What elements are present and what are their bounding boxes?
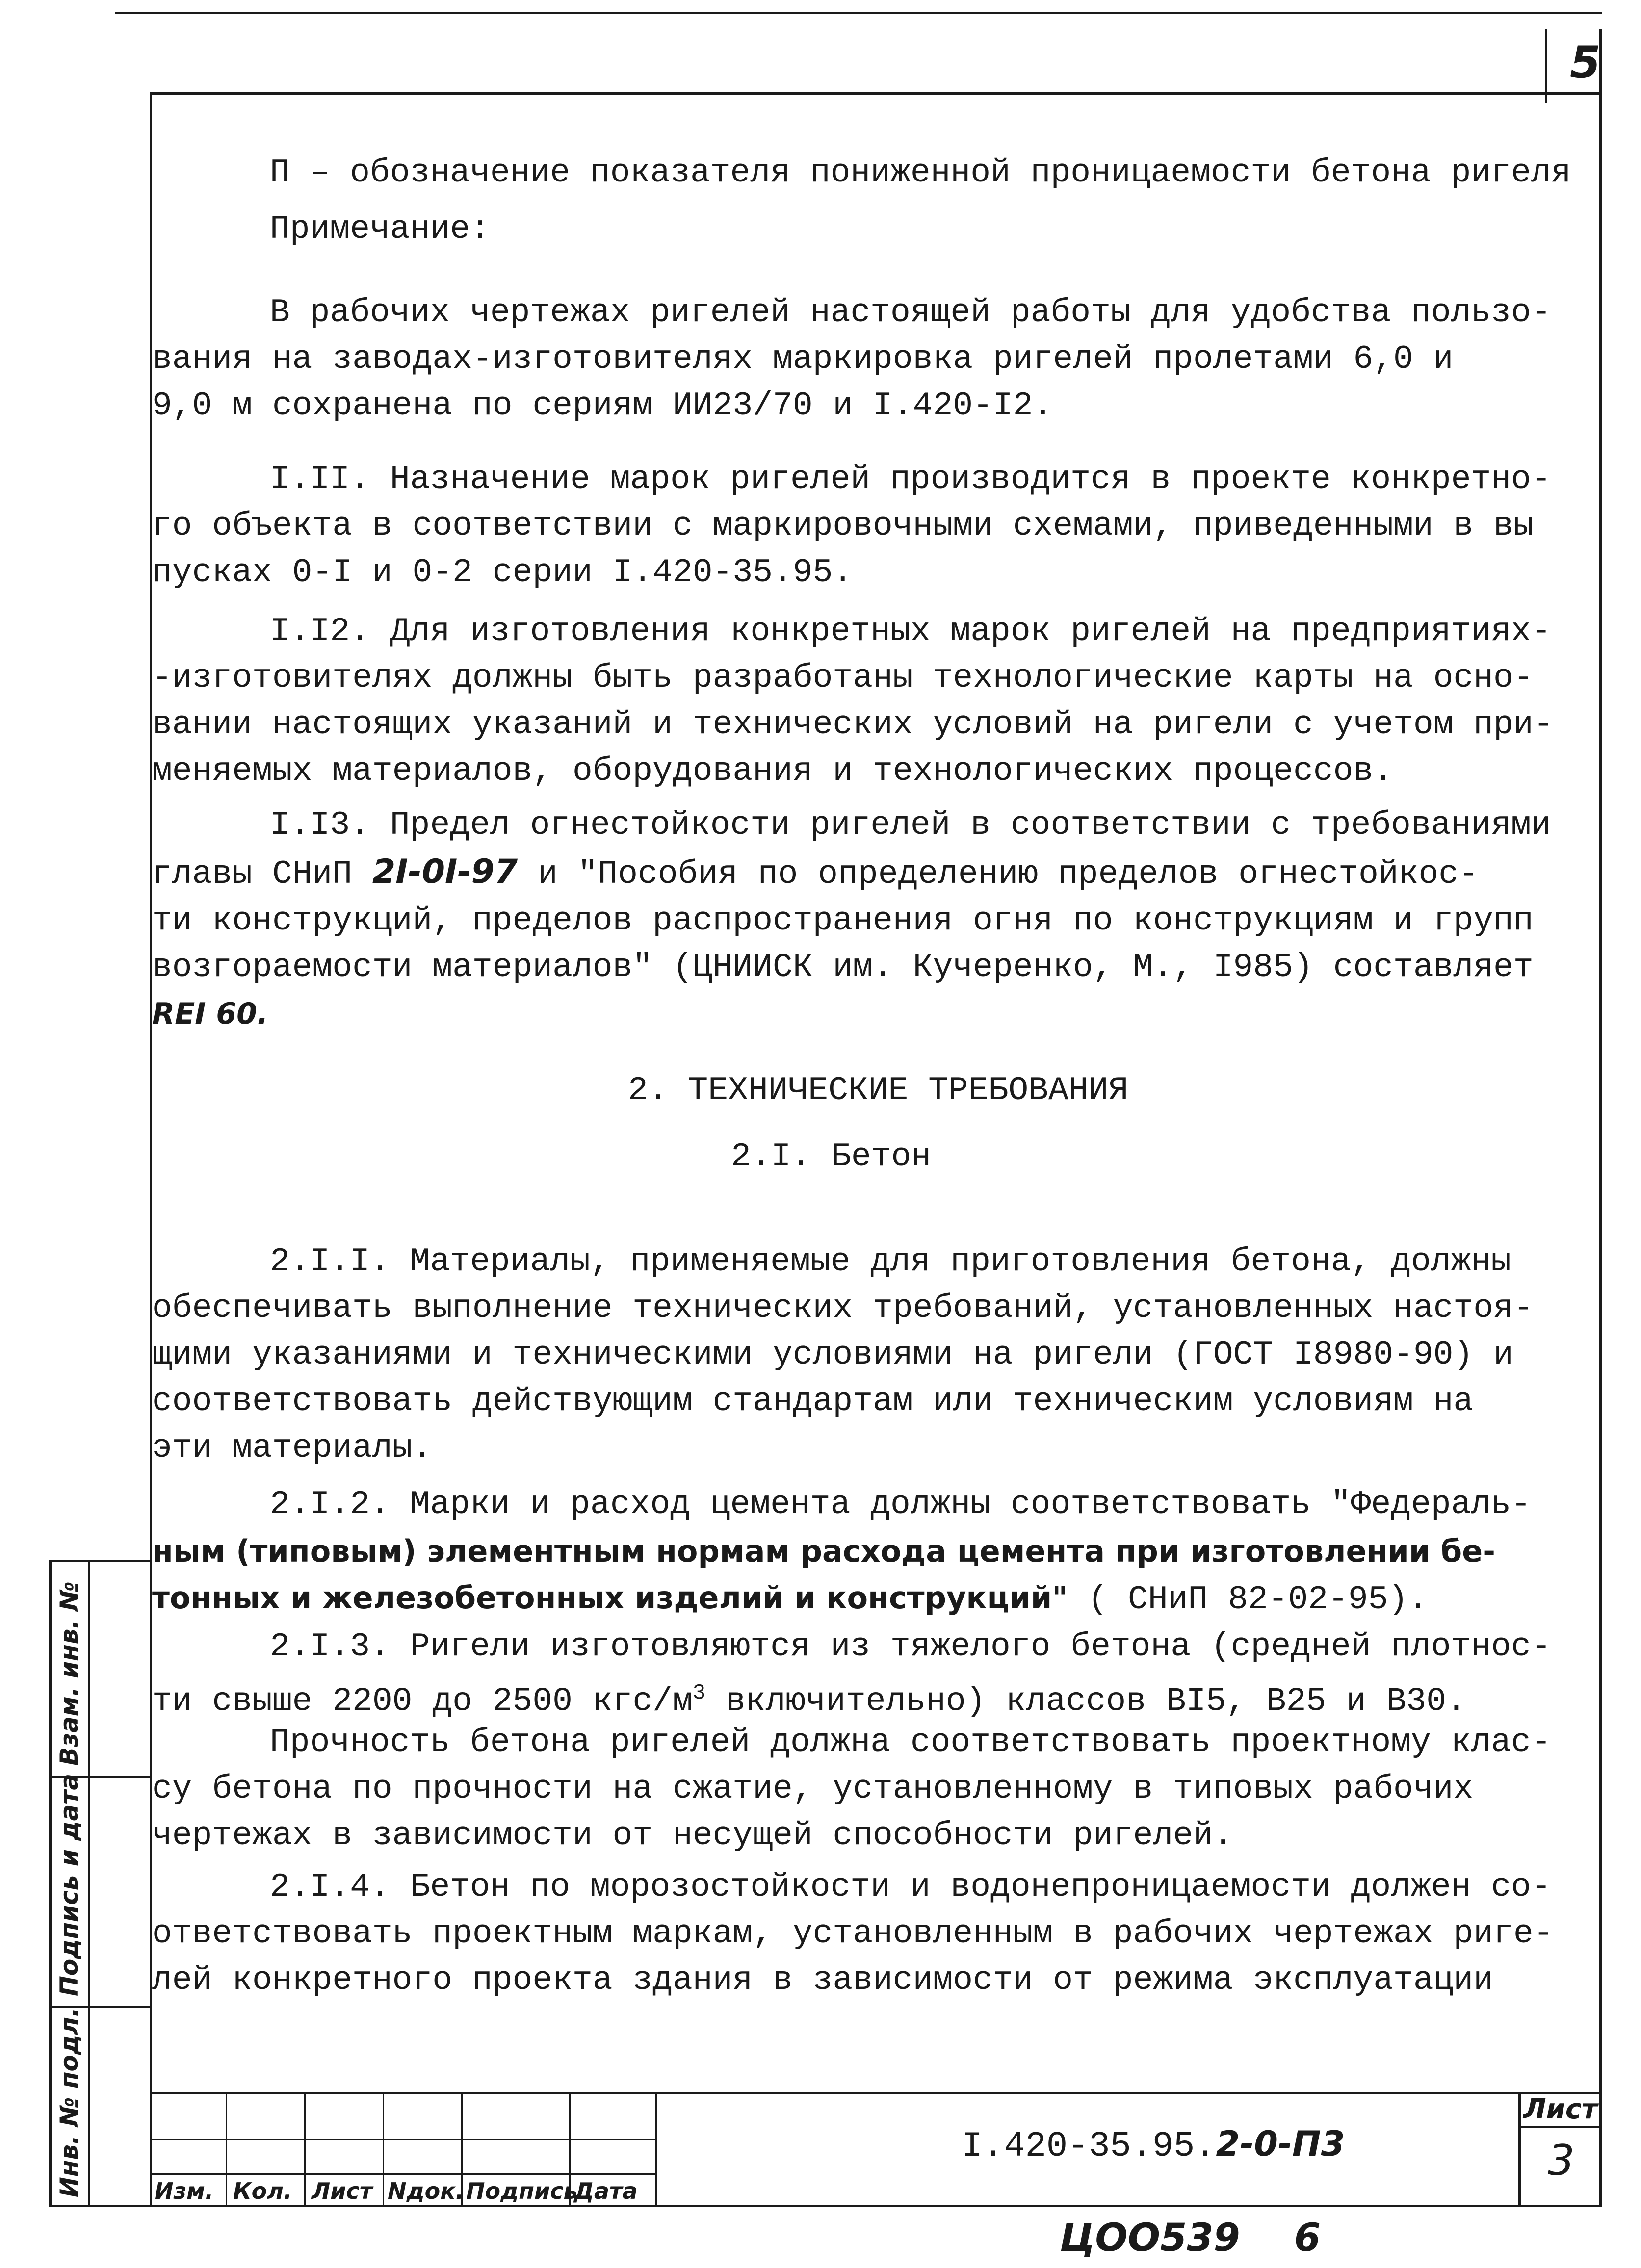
paragraph-1-12: I.I2. Для изготовления конкретных марок ригелей на предприятиях- -изготовителях должны быть разработаны технологические карты на осно- вании настоящих указаний и технических условий на ригели с учетом при- меняемых материалов, оборудования и технологических процессов. xyxy=(152,613,1554,790)
margin-inv-podl: Инв. № подл. xyxy=(55,2008,83,2197)
section-title: 2. ТЕХНИЧЕСКИЕ ТРЕБОВАНИЯ xyxy=(628,1072,1129,1109)
paragraph-2-1-2: 2.I.2. Марки и расход цемента должны соответствовать "Федераль- ным (типовым) элементным нормам расхода цемента при изготовлении бе- тонных и железобетонных изделий и конструкций" ( СНиП 82-02-95). xyxy=(152,1486,1531,1619)
stamp-col-data: Дата xyxy=(574,2178,638,2204)
frame-bottom xyxy=(49,2205,1602,2207)
rei-handwritten: REI 60. xyxy=(152,997,268,1031)
paragraph-strength: Прочность бетона ригелей должна соответствовать проектному клас- су бетона по прочности на сжатие, установленному в типовых рабочих чертежах в зависимости от несущей способности ригелей. xyxy=(152,1724,1551,1855)
snip-handwritten: 2I-0I-97 xyxy=(372,852,518,891)
paragraph-2-1-1: 2.I.I. Материалы, применяемые для приготовления бетона, должны обеспечивать выполнение технических требований, установленных настоя- щими указаниями и техническими условиями на ригели (ГОСТ I8980-90) и соответствовать действующим стандартам или техническим условиям на эти материалы. xyxy=(152,1243,1534,1467)
stamp-col-podpis: Подпись xyxy=(466,2178,578,2204)
corner-page-number: 5 xyxy=(1570,37,1601,88)
line-p-designation: П – обозначение показателя пониженной проницаемости бетона ригеля xyxy=(270,154,1571,192)
paragraph-2-1-3: 2.I.3. Ригели изготовляются из тяжелого бетона (средней плотнос- ти свыше 2200 до 2500 кгс/$м^3$ включительно) классов BI5, B25 и B30. xyxy=(152,1628,1551,1721)
frame-right xyxy=(1599,29,1602,2206)
frame-top xyxy=(150,92,1602,95)
note-paragraph: В рабочих чертежах ригелей настоящей работы для удобства пользо- вания на заводах-изготовителях маркировка ригелей пролетами 6,0 и 9,0 м сохранена по сериям ИИ23/70 и I.420-I2. xyxy=(152,294,1551,425)
top-rule xyxy=(115,12,1602,14)
corner-box-left xyxy=(1545,29,1547,103)
stamp-sheet-label: Лист xyxy=(1523,2093,1598,2125)
subsection-title: 2.I. Бетон xyxy=(731,1138,932,1176)
main-text xyxy=(152,150,1580,196)
paragraph-2-1-4: 2.I.4. Бетон по морозостойкости и водонепроницаемости должен со- ответствовать проектным маркам, установленным в рабочих чертежах риге- лей конкретного проекта здания в зависимости от режима эксплуатации xyxy=(152,1868,1554,1999)
stamp-sheet-number: 3 xyxy=(1548,2136,1575,2185)
archive-number: ЦОО539 6 xyxy=(1060,2216,1321,2260)
note-label: Примечание: xyxy=(270,210,490,248)
paragraph-1-11: I.II. Назначение марок ригелей производится в проекте конкретно- го объекта в соответствии с маркировочными схемами, приведенными в вы пусках 0-I и 0-2 серии I.420-35.95. xyxy=(152,461,1551,592)
stamp-top xyxy=(150,2092,1602,2094)
paragraph-1-13: I.I3. Предел огнестойкости ригелей в соответствии с требованиями главы СНиП 2I-0I-97 и "Пособия по определению пределов огнестойкос- ти конструкций, пределов распространения огня по конструкциям и групп возгораемости материалов" (ЦНИИСК им. Кучеренко, М., I985) составляет REI 60. xyxy=(152,802,1580,1037)
margin-vzam-inv: Взам. инв. № xyxy=(55,1581,83,1766)
stamp-col-list: Лист xyxy=(312,2178,373,2204)
stamp-col-kol: Кол. xyxy=(233,2178,292,2204)
stamp-doc-code: I.420-35.95.2-0-П3 xyxy=(962,2124,1345,2166)
margin-podpis-data: Подпись и дата xyxy=(55,1773,83,1996)
stamp-col-izm: Изм. xyxy=(155,2178,214,2204)
stamp-col-ndok: Nдок. xyxy=(388,2178,464,2204)
